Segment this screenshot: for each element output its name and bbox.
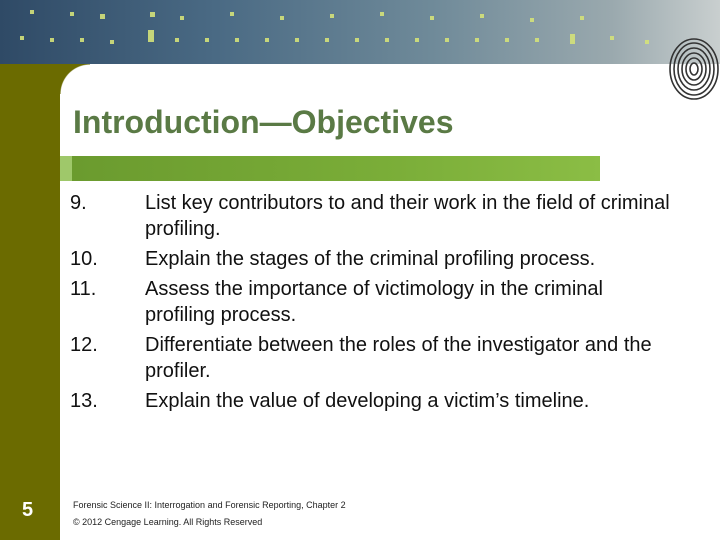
footer-source: Forensic Science II: Interrogation and Forensic Reporting, Chapter 2	[73, 500, 346, 510]
fingerprint-icon	[668, 36, 720, 102]
objective-number: 10.	[70, 248, 98, 270]
top-banner	[0, 0, 720, 64]
objective-item	[70, 388, 670, 414]
objective-number: 13.	[70, 390, 98, 412]
objective-text: List key contributors to and their work in the field of criminal profiling.	[145, 192, 670, 240]
title-underline-notch	[60, 156, 72, 181]
objective-number: 9.	[70, 192, 87, 214]
left-accent-bar	[0, 64, 60, 540]
banner-dot-pattern	[0, 0, 720, 64]
slide-title: Introduction—Objectives	[73, 104, 454, 140]
left-bar-corner	[60, 64, 90, 94]
page-number: 5	[22, 499, 34, 521]
objective-text: Explain the stages of the criminal profiling process.	[145, 248, 596, 270]
objective-text: Differentiate between the roles of the investigator and the profiler.	[145, 334, 652, 382]
objective-item	[70, 276, 670, 328]
objective-number: 12.	[70, 334, 98, 356]
objective-text: Assess the importance of victimology in the criminal profiling process.	[145, 278, 603, 326]
objective-item	[70, 332, 670, 384]
objective-text: Explain the value of developing a victim’s timeline.	[145, 390, 590, 412]
objective-item	[70, 190, 670, 242]
title-underline-bar	[60, 156, 600, 181]
objective-number: 11.	[70, 278, 97, 300]
objectives-list	[70, 190, 670, 418]
objective-item	[70, 246, 670, 272]
footer-copyright: © 2012 Cengage Learning. All Rights Reserved	[73, 517, 263, 527]
